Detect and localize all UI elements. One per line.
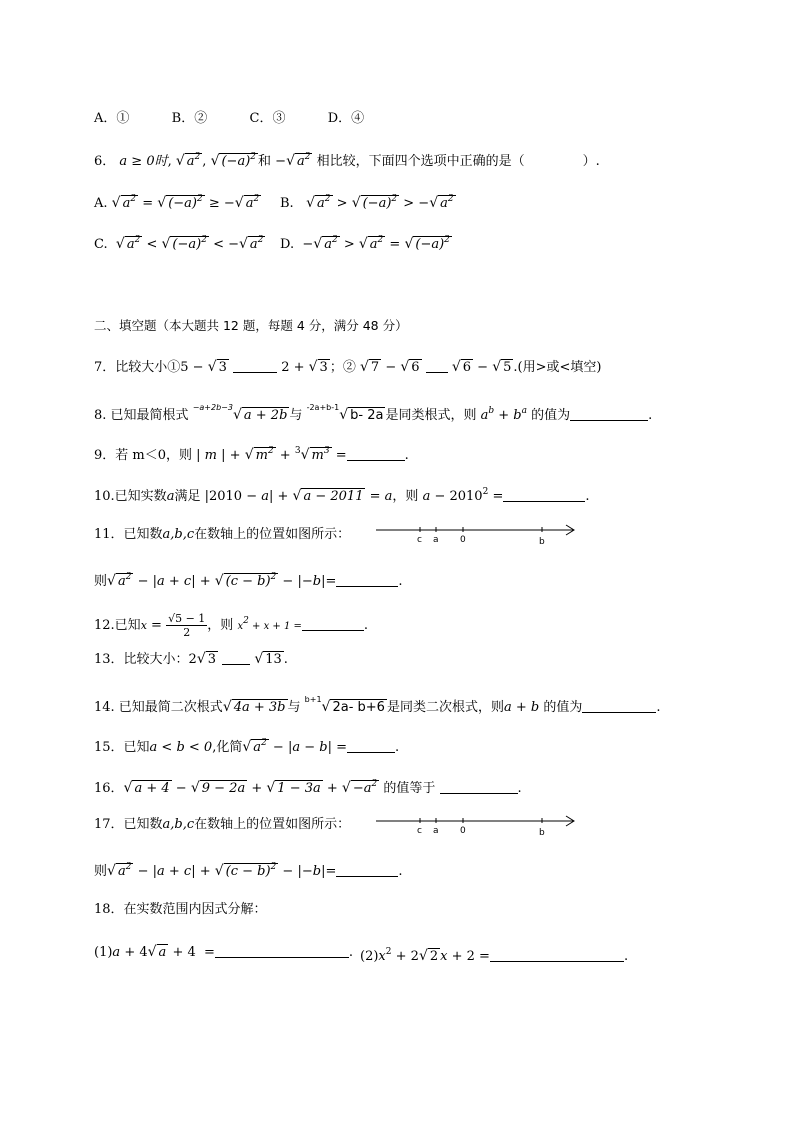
question-text: 相比较，下面四个选项中正确的是（	[316, 154, 525, 169]
question-number: 9．若 m＜0，则	[94, 448, 193, 463]
section-heading: 二、填空题（本大题共 12 题，每题 4 分，满分 48 分）	[94, 318, 408, 333]
root-index: b+1	[304, 695, 322, 704]
q6-option-c: C. √ $a^2$ < √ $(-a)^2$ < −√ $a^2$	[94, 235, 264, 252]
answer-blank[interactable]	[570, 420, 648, 421]
connector: ，则	[207, 618, 234, 633]
option-c: C．③	[249, 111, 286, 126]
question-9: 9．若 m＜0，则 | m | + √ $m^2 + ^3√$ $m^3$ = .	[94, 446, 409, 463]
question-number: 13．比较大小：	[94, 652, 189, 667]
connector: 则	[94, 864, 108, 879]
question-close: ）.	[582, 154, 600, 169]
label-b: b	[539, 537, 545, 547]
question-text: 化简	[216, 740, 243, 755]
answer-blank[interactable]	[347, 752, 395, 753]
answer-blank[interactable]	[503, 501, 585, 502]
connector: 与	[287, 700, 301, 715]
answer-blank[interactable]	[440, 793, 518, 794]
option-b: B．②	[171, 111, 208, 126]
question-text: 的值等于	[383, 781, 436, 796]
q6-option-b: B. √ $a^2$ > √ $(-a)^2$ > −√ $a^2$	[280, 194, 454, 211]
question-number: 6．	[94, 154, 116, 169]
question-text: 是同类根式，则	[385, 408, 477, 423]
label-b: b	[539, 828, 545, 838]
label-a: a	[433, 826, 439, 836]
part-label: (2)	[360, 949, 379, 964]
question-number: 17．已知数	[94, 817, 163, 832]
label: A.	[94, 196, 108, 211]
question-11-expression: 则√ $a^2 - |a + c|$ + √ $(c - b)^2 - |-b|=$ .	[94, 572, 403, 589]
label: C.	[94, 237, 108, 252]
q6-option-d: D. −√ $a^2$ > √ $a^2$ = √ $(-a)^2$	[280, 235, 450, 252]
answer-blank[interactable]	[582, 712, 656, 713]
condition: a ≥ 0时	[119, 154, 168, 169]
number-line	[374, 813, 580, 839]
question-18-part1: (1)a + 4√ a + 4 = .	[94, 944, 354, 960]
radicand: b- 2a	[350, 408, 384, 423]
question-18-part2: $(2)x^2 + 2√$ 2 x + 2 = .	[360, 947, 629, 964]
hint: .(用>或<填空)	[513, 360, 602, 375]
question-text: 在数轴上的位置如图所示：	[194, 817, 351, 832]
label-c: c	[417, 535, 422, 545]
connector: ，则	[392, 489, 419, 504]
number-line	[374, 522, 580, 548]
option-d: D．④	[327, 111, 365, 126]
label: D.	[280, 237, 295, 252]
question-tail: 的值为	[543, 700, 583, 715]
label-a: a	[433, 535, 439, 545]
question-tail: 的值为	[531, 408, 571, 423]
label-c: c	[417, 826, 422, 836]
question-11: 11．已知数a,b,c在数轴上的位置如图所示：	[94, 527, 351, 542]
question-text: 是同类二次根式，则	[386, 700, 504, 715]
question-13: 13．比较大小：2√ 3 √ 13 .	[94, 651, 288, 667]
question-6: 6． a ≥ 0时, √ $a^2$ , √ $(-a)^2$ 和 −√ $a^2$ 相比较，下面四个选项中正确的是（ ）.	[94, 152, 600, 169]
radicand: 2a- b+6	[332, 700, 385, 715]
question-text: 在数轴上的位置如图所示：	[194, 527, 351, 542]
answer-blank[interactable]	[490, 961, 624, 962]
root-index: −a+2b−3	[192, 403, 233, 412]
question-8: 8. 已知最简根式 $^{-a+2b-3}$√ a + 2b 与 $^{-2a+b-1}$√ b- 2a 是同类根式，则 $a^b + b^a$ 的值为 .	[94, 403, 653, 423]
answer-blank[interactable]	[302, 630, 364, 631]
label: B.	[280, 196, 294, 211]
question-18: 18．在实数范围内因式分解：	[94, 902, 267, 917]
question-14: 14. 已知最简二次根式√ 4a + 3b 与 $^{b+1}$√ 2a- b+6 是同类二次根式，则a + b 的值为 .	[94, 695, 661, 715]
question-17-expression: 则√ $a^2 - |a + c|$ + √ $(c - b)^2 - |-b|=$ .	[94, 862, 403, 879]
answer-blank[interactable]	[233, 372, 277, 373]
question-number: 12.已知	[94, 618, 141, 633]
question-number: 7．比较大小①	[94, 360, 181, 375]
separator: ；②	[329, 360, 356, 375]
answer-blank[interactable]	[215, 957, 349, 958]
question-number: 11．已知数	[94, 527, 163, 542]
answer-blank[interactable]	[336, 586, 398, 587]
question-number: 15．已知	[94, 740, 150, 755]
answer-blank[interactable]	[347, 460, 405, 461]
option-a: A．①	[94, 111, 130, 126]
connector: 与	[289, 408, 303, 423]
question-10: 10.已知实数a满足 |2010 − a| + √ a − 2011 = a，则 $a - 2010^2$ = .	[94, 487, 590, 504]
q5-options	[94, 108, 364, 130]
label-0: 0	[460, 826, 466, 836]
label-0: 0	[460, 535, 466, 545]
question-15: 15．已知a < b < 0,化简√ $a^2 - |a - b|$ = .	[94, 738, 400, 755]
answer-blank[interactable]	[336, 876, 398, 877]
question-17: 17．已知数a,b,c在数轴上的位置如图所示：	[94, 817, 351, 832]
question-number: 14. 已知最简二次根式	[94, 700, 223, 715]
connector: 则	[94, 574, 108, 589]
answer-blank[interactable]	[426, 372, 448, 373]
root-index: -2a+b-1	[306, 403, 340, 412]
question-16: 16．√ a + 4 − √ 9 − 2a + √ 1 − 3a + √ $-a^2$ 的值等于 .	[94, 779, 522, 796]
equals: =	[492, 489, 504, 504]
part-label: (1)	[94, 945, 113, 960]
question-number: 8. 已知最简根式	[94, 408, 189, 423]
question-12: 12.已知x = $\frac{√5 - 1}{2}$ ，则 $x^2 + x + 1$ = .	[94, 612, 369, 639]
question-number: 16．	[94, 781, 124, 796]
question-7: 7．比较大小①5 − √ 3 2 + √ 3 ；② √ 7 − √ 6 √ 6 − √ 5 .(用>或<填空)	[94, 359, 602, 375]
question-text: 满足	[174, 489, 201, 504]
q6-option-a: A. √ $a^2$ = √ $(-a)^2$ ≥ −√ $a^2$	[94, 194, 260, 211]
answer-blank[interactable]	[222, 664, 250, 665]
question-number: 10.已知实数	[94, 489, 167, 504]
